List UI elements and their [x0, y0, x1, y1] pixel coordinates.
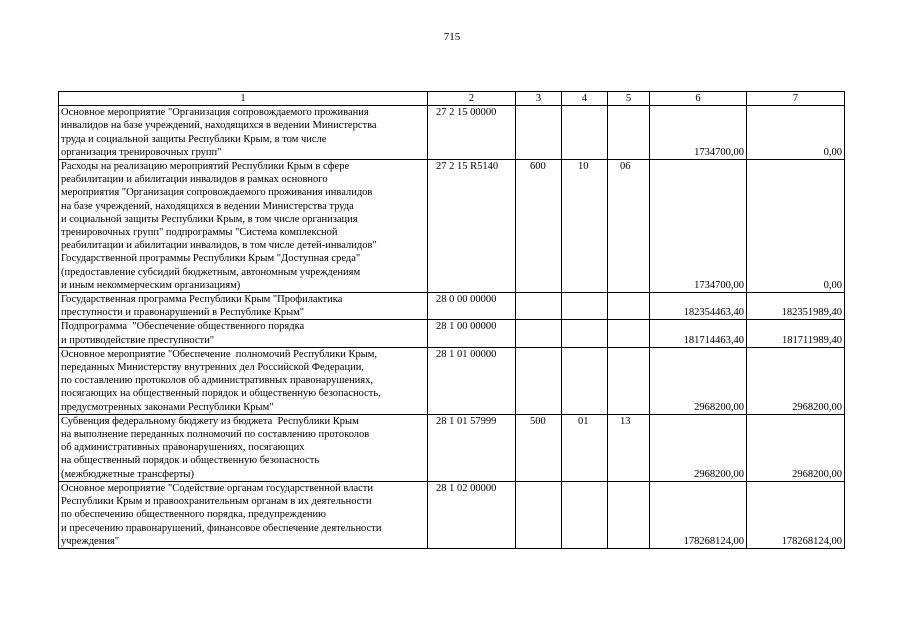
row-col4 — [562, 293, 608, 320]
row-col4 — [562, 347, 608, 414]
row-code: 27 2 15 00000 — [428, 106, 516, 160]
row-col5 — [608, 106, 650, 160]
table-header-row — [59, 92, 845, 106]
row-value-6: 2968200,00 — [650, 347, 747, 414]
row-value-6: 1734700,00 — [650, 160, 747, 293]
row-col3 — [516, 293, 562, 320]
column-header-6: 6 — [650, 92, 747, 106]
row-col5 — [608, 320, 650, 347]
row-col3 — [516, 481, 562, 548]
row-col4 — [562, 106, 608, 160]
row-value-7: 0,00 — [747, 106, 845, 160]
row-name: Подпрограмма "Обеспечение общественного порядка и противодействие преступности" — [59, 320, 428, 347]
column-header-4: 4 — [562, 92, 608, 106]
row-col3: 600 — [516, 160, 562, 293]
row-col4: 01 — [562, 414, 608, 481]
column-header-3: 3 — [516, 92, 562, 106]
column-header-1: 1 — [59, 92, 428, 106]
table-row — [59, 414, 845, 481]
row-col4 — [562, 481, 608, 548]
row-col3 — [516, 347, 562, 414]
table-row — [59, 293, 845, 320]
row-value-6: 1734700,00 — [650, 106, 747, 160]
budget-table — [58, 91, 845, 549]
table-row — [59, 481, 845, 548]
row-col3 — [516, 320, 562, 347]
row-name: Субвенция федеральному бюджету из бюджета Республики Крым на выполнение переданных полномочий по составлению протоколов об административных правонарушениях, посягающих на общественный порядок и общественную безопасность (межбюджетные трансферты) — [59, 414, 428, 481]
row-value-7: 178268124,00 — [747, 481, 845, 548]
row-code: 28 1 01 57999 — [428, 414, 516, 481]
table-row — [59, 106, 845, 160]
row-value-6: 2968200,00 — [650, 414, 747, 481]
row-value-6: 182354463,40 — [650, 293, 747, 320]
row-col3 — [516, 106, 562, 160]
column-header-7: 7 — [747, 92, 845, 106]
row-name: Основное мероприятие "Организация сопровождаемого проживания инвалидов на базе учреждений, находящихся в ведении Министерства труда и социальной защиты Республики Крым, в том числе организация тренировочных групп" — [59, 106, 428, 160]
row-code: 27 2 15 R5140 — [428, 160, 516, 293]
row-code: 28 1 00 00000 — [428, 320, 516, 347]
row-col5 — [608, 293, 650, 320]
row-col4 — [562, 320, 608, 347]
row-value-7: 182351989,40 — [747, 293, 845, 320]
row-col4: 10 — [562, 160, 608, 293]
row-col3: 500 — [516, 414, 562, 481]
row-col5 — [608, 347, 650, 414]
row-value-6: 178268124,00 — [650, 481, 747, 548]
row-value-7: 181711989,40 — [747, 320, 845, 347]
row-name: Государственная программа Республики Крым "Профилактика преступности и правонарушений в Республике Крым" — [59, 293, 428, 320]
row-col5: 13 — [608, 414, 650, 481]
row-value-7: 2968200,00 — [747, 414, 845, 481]
column-header-2: 2 — [428, 92, 516, 106]
row-value-6: 181714463,40 — [650, 320, 747, 347]
row-value-7: 0,00 — [747, 160, 845, 293]
column-header-5: 5 — [608, 92, 650, 106]
row-code: 28 1 01 00000 — [428, 347, 516, 414]
table-row — [59, 160, 845, 293]
row-code: 28 1 02 00000 — [428, 481, 516, 548]
page-number: 715 — [443, 31, 461, 43]
row-col5: 06 — [608, 160, 650, 293]
row-col5 — [608, 481, 650, 548]
row-code: 28 0 00 00000 — [428, 293, 516, 320]
row-name: Основное мероприятие "Содействие органам государственной власти Республики Крым и правоохранительным органам в их деятельности по обеспечению общественного порядка, предупреждению и пресечению правонарушений, финансовое обеспечение деятельности учреждения" — [59, 481, 428, 548]
table-row — [59, 320, 845, 347]
row-name: Расходы на реализацию мероприятий Республики Крым в сфере реабилитации и абилитации инвалидов в рамках основного мероприятия "Организация сопровождаемого проживания инвалидов на базе учреждений, находящихся в ведении Министерства труда и социальной защиты Республики Крым, в том числе организация тренировочных групп" подпрограммы "Система комплексной реабилитации и абилитации инвалидов, в том числе детей-инвалидов" Государственной программы Республики Крым "Доступная среда" (предоставление субсидий бюджетным, автономным учреждениям и иным некоммерческим организациям) — [59, 160, 428, 293]
table-row — [59, 347, 845, 414]
row-name: Основное мероприятие "Обеспечение полномочий Республики Крым, переданных Министерству внутренних дел Российской Федерации, по составлению протоколов об административных правонарушениях, посягающих на общественный порядок и общественную безопасность, предусмотренных законами Республики Крым" — [59, 347, 428, 414]
row-value-7: 2968200,00 — [747, 347, 845, 414]
